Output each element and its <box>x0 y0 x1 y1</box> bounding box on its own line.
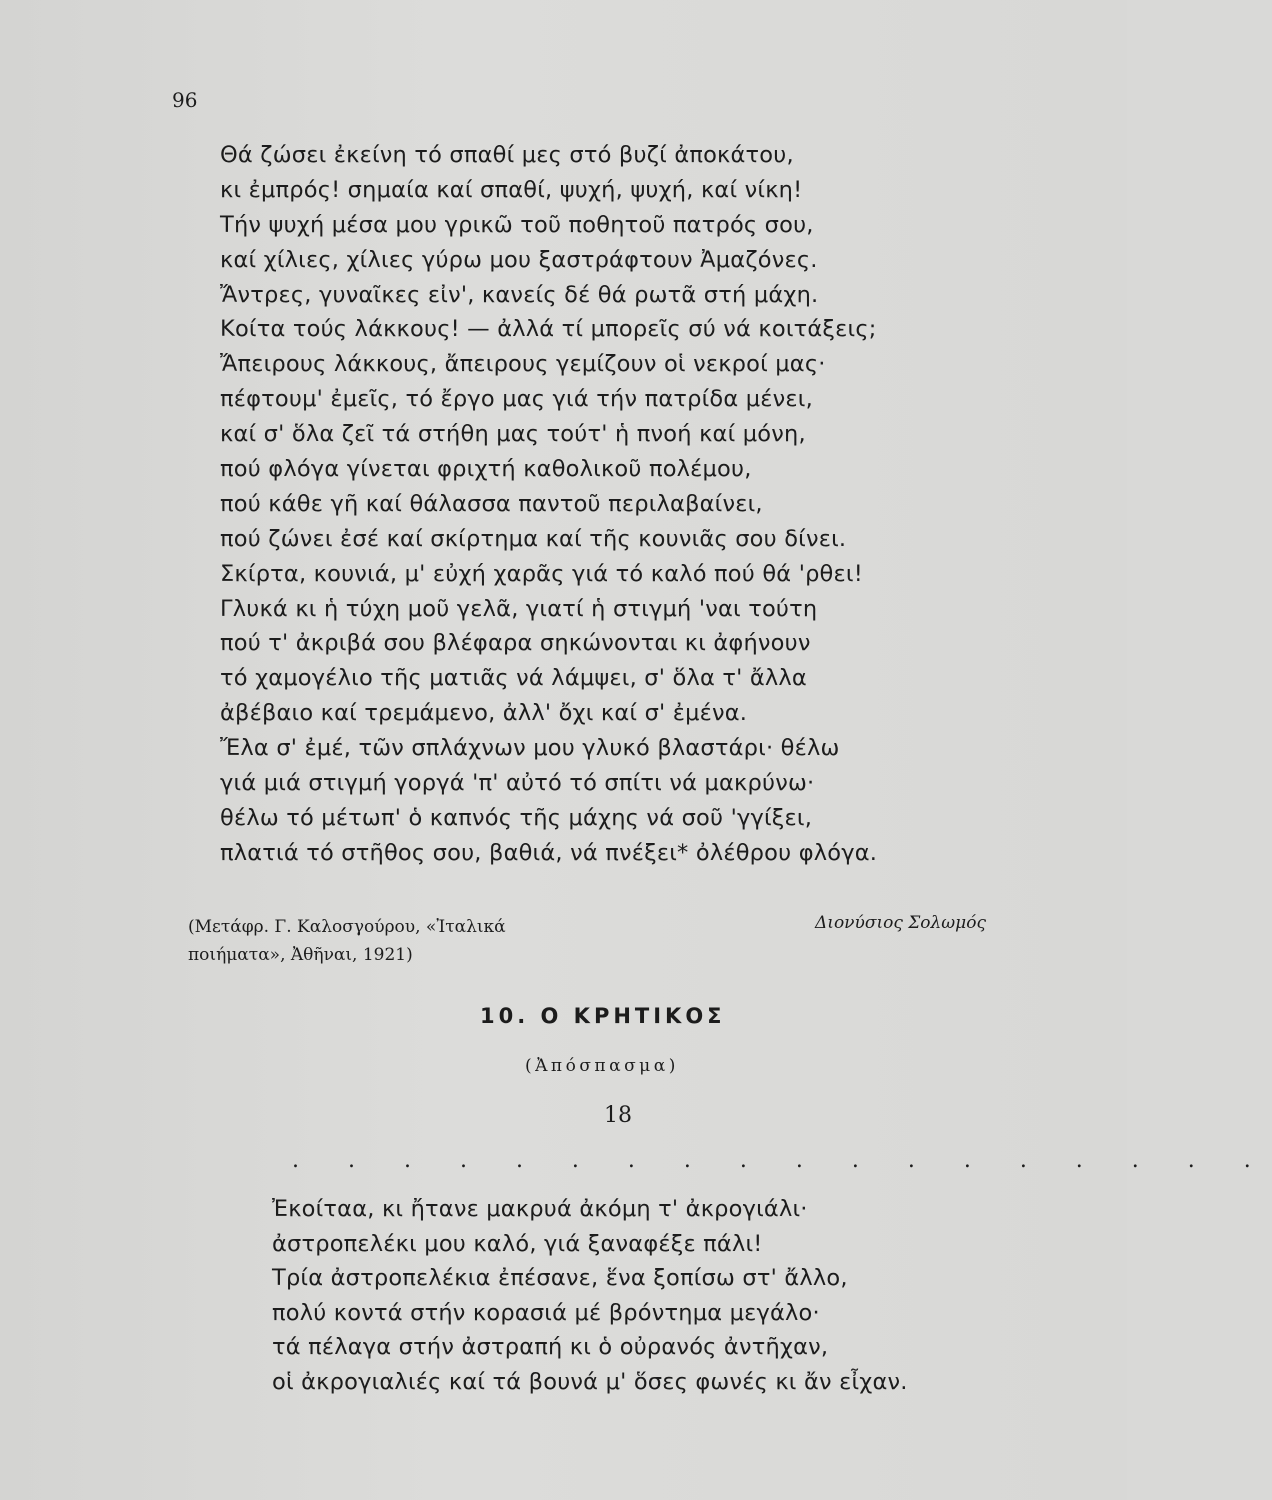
verse-line: πέφτουμ' ἐμεῖς, τό ἔργο μας γιά τήν πατρίδα μένει, <box>220 386 813 413</box>
verse-line: πού τ' ἀκριβά σου βλέφαρα σηκώνονται κι ἀφήνουν <box>220 630 811 657</box>
verse-line: πλατιά τό στῆθος σου, βαθιά, νά πνέξει* ὀλέθρου φλόγα. <box>220 839 878 866</box>
verse-line: κι ἐμπρός! σημαία καί σπαθί, ψυχή, ψυχή, καί νίκη! <box>220 176 803 203</box>
verse-line: ἀστροπελέκι μου καλό, γιά ξαναφέξε πάλι! <box>272 1230 763 1257</box>
verse-line: πολύ κοντά στήν κορασιά μέ βρόντημα μεγάλο· <box>272 1299 820 1326</box>
verse-line: θέλω τό μέτωπ' ὁ καπνός τῆς μάχης νά σοῦ 'γγίξει, <box>220 804 813 831</box>
fragment-number: 18 <box>604 1103 632 1128</box>
verse-line: Ἄπειρους λάκκους, ἄπειρους γεμίζουν οἱ νεκροί μας· <box>220 351 826 378</box>
verse-line: τό χαμογέλιο τῆς ματιᾶς νά λάμψει, σ' ὅλα τ' ἄλλα <box>220 665 807 692</box>
verse-line: Γλυκά κι ἡ τύχη μοῦ γελᾶ, γιατί ἡ στιγμή 'ναι τούτη <box>220 595 818 622</box>
verse-line: Κοίτα τούς λάκκους! — ἀλλά τί μπορεῖς σύ νά κοιτάξεις; <box>220 316 877 343</box>
verse-line: Ἄντρες, γυναῖκες εἰν', κανείς δέ θά ρωτᾶ στή μάχη. <box>220 281 819 308</box>
translation-credit-line: ποιήματα», Ἀθῆναι, 1921) <box>188 945 413 965</box>
verse-line: τά πέλαγα στήν ἀστραπή κι ὁ οὐρανός ἀντῆχαν, <box>272 1334 829 1361</box>
verse-line: Τρία ἀστροπελέκια ἐπέσανε, ἕνα ξοπίσω στ' ἄλλο, <box>272 1265 848 1292</box>
section-subtitle: (Ἀπόσπασμα) <box>525 1056 679 1076</box>
translation-credit <box>188 913 506 969</box>
verse-line: Ἔλα σ' ἐμέ, τῶν σπλάχνων μου γλυκό βλαστάρι· θέλω <box>220 735 840 762</box>
verse-line: πού φλόγα γίνεται φριχτή καθολικοῦ πολέμου, <box>220 456 752 483</box>
verse-line: οἱ ἀκρογιαλιές καί τά βουνά μ' ὅσες φωνές κι ἄν εἶχαν. <box>272 1368 908 1395</box>
verse-line: ἀβέβαιο καί τρεμάμενο, ἀλλ' ὄχι καί σ' ἐμένα. <box>220 700 748 727</box>
verse-line: Θά ζώσει ἐκείνη τό σπαθί μες στό βυζί ἀποκάτου, <box>220 142 794 168</box>
section-title: 10. Ο ΚΡΗΤΙΚΟΣ <box>480 1004 726 1028</box>
verse-line: Ἐκοίταα, κι ἤτανε μακρυά ἀκόμη τ' ἀκρογιάλι· <box>272 1196 808 1222</box>
author-name: Διονύσιος Σολωμός <box>815 913 986 933</box>
verse-line: πού ζώνει ἐσέ καί σκίρτημα καί τῆς κουνιᾶς σου δίνει. <box>220 525 847 552</box>
verse-line: καί σ' ὅλα ζεῖ τά στήθη μας τούτ' ἡ πνοή καί μόνη, <box>220 421 806 448</box>
verse-line: πού κάθε γῆ καί θάλασσα παντοῦ περιλαβαίνει, <box>220 490 763 517</box>
poem-excerpt-solomos <box>220 138 877 871</box>
page-number: 96 <box>172 88 198 112</box>
verse-line: γιά μιά στιγμή γοργά 'π' αὐτό τό σπίτι νά μακρύνω· <box>220 770 815 797</box>
omission-dots: . . . . . . . . . . . . . . . . . . <box>292 1148 1272 1173</box>
translation-credit-line: (Μετάφρ. Γ. Καλοσγούρου, «Ἰταλικά <box>188 917 506 937</box>
verse-line: καί χίλιες, χίλιες γύρω μου ξαστράφτουν Ἀμαζόνες. <box>220 246 818 273</box>
verse-line: Τήν ψυχή μέσα μου γρικῶ τοῦ ποθητοῦ πατρός σου, <box>220 211 814 238</box>
poem-excerpt-kritikos <box>272 1192 908 1400</box>
verse-line: Σκίρτα, κουνιά, μ' εὐχή χαρᾶς γιά τό καλό πού θά 'ρθει! <box>220 560 863 587</box>
